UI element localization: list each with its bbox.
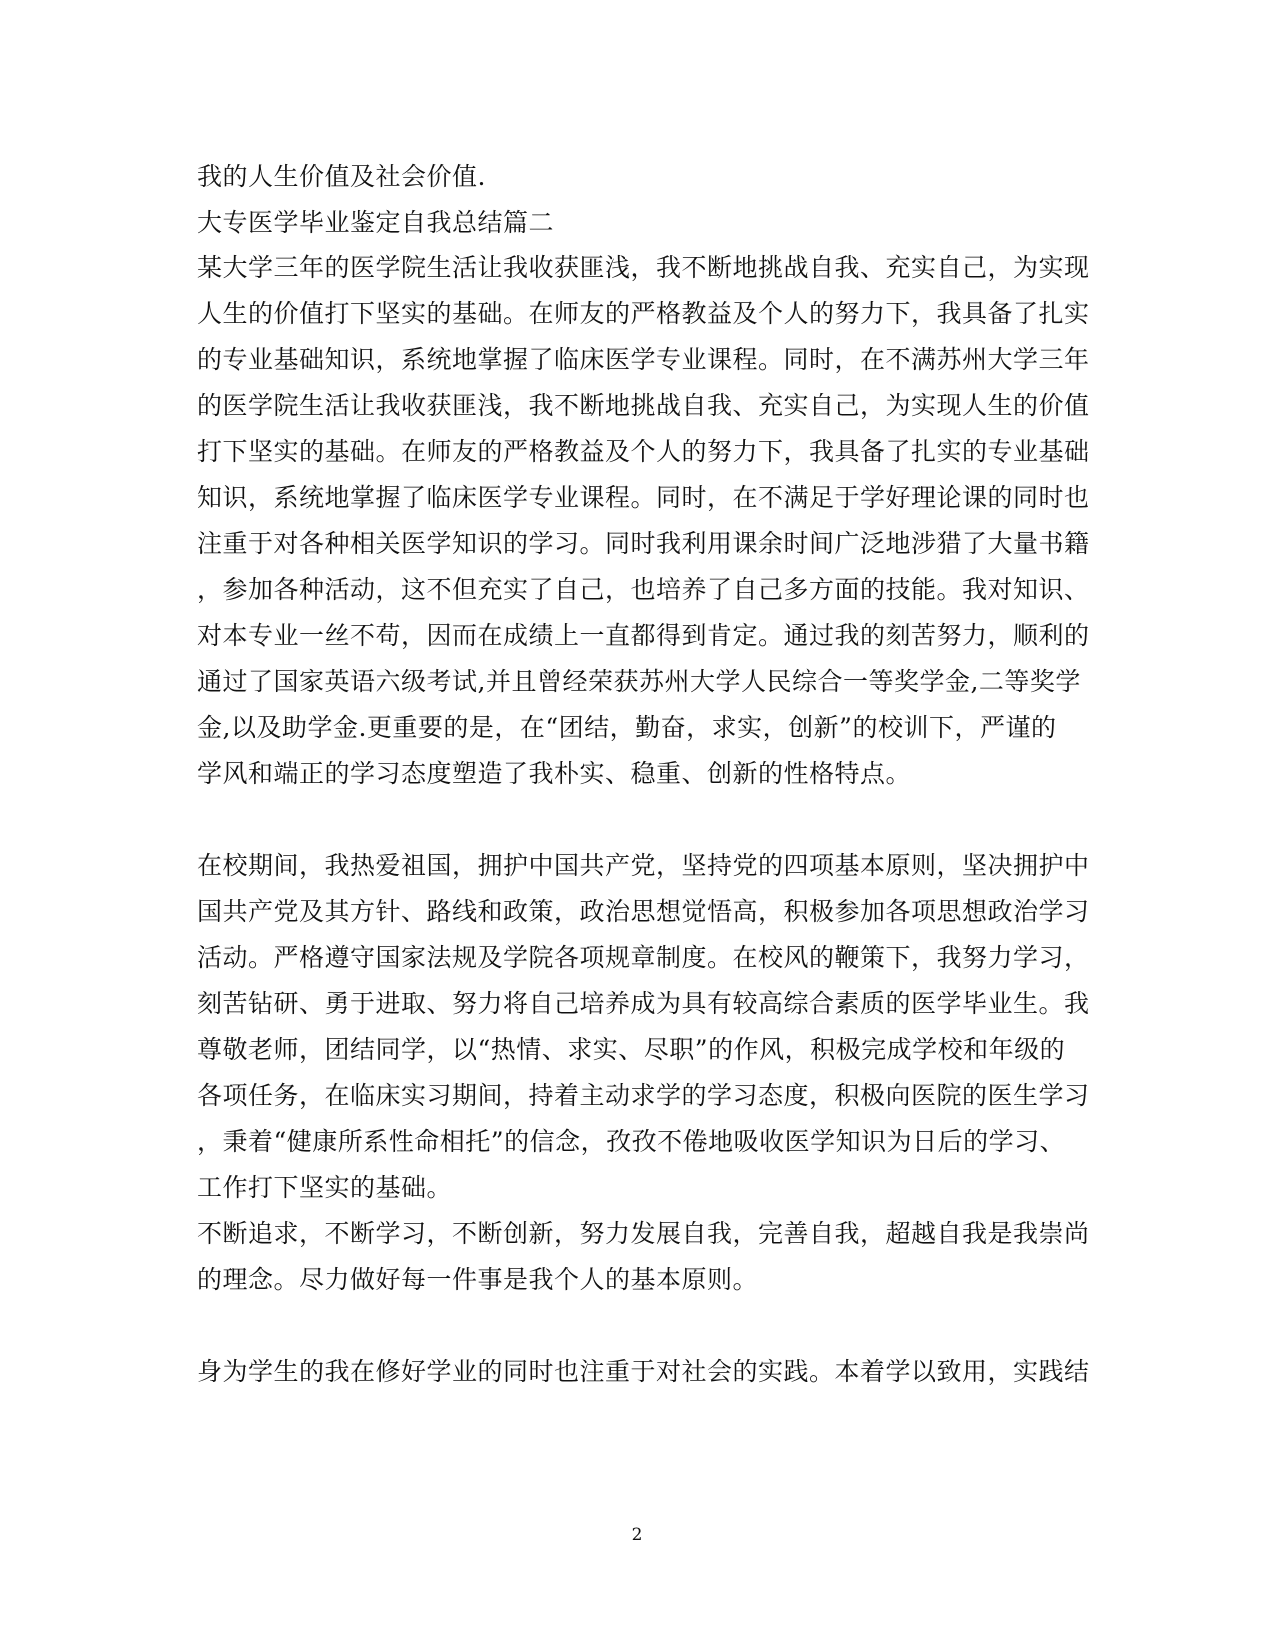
text-line: 身为学生的我在修好学业的同时也注重于对社会的实践。本着学以致用，实践结: [197, 1357, 1090, 1386]
text-line: 不断追求，不断学习，不断创新，努力发展自我，完善自我，超越自我是我崇尚: [197, 1219, 1090, 1248]
text-line: 某大学三年的医学院生活让我收获匪浅，我不断地挑战自我、充实自己，为实现: [197, 253, 1090, 282]
text-line: 各项任务，在临床实习期间，持着主动求学的学习态度，积极向医院的医生学习: [197, 1081, 1090, 1110]
text-line: 活动。严格遵守国家法规及学院各项规章制度。在校风的鞭策下，我努力学习，: [197, 943, 1090, 972]
text-line: 尊敬老师，团结同学，以“热情、求实、尽职”的作风，积极完成学校和年级的: [197, 1035, 1066, 1064]
text-line: 的医学院生活让我收获匪浅，我不断地挑战自我、充实自己，为实现人生的价值: [197, 391, 1090, 420]
text-line: ，参加各种活动，这不但充实了自己，也培养了自己多方面的技能。我对知识、: [197, 575, 1090, 604]
text-line: 刻苦钻研、勇于进取、努力将自己培养成为具有较高综合素质的医学毕业生。我: [197, 989, 1090, 1018]
text-line: 的理念。尽力做好每一件事是我个人的基本原则。: [197, 1265, 759, 1294]
text-line: 通过了国家英语六级考试,并且曾经荣获苏州大学人民综合一等奖学金,二等奖学: [197, 667, 1081, 696]
section-heading: 大专医学毕业鉴定自我总结篇二: [197, 208, 555, 237]
text-line: 我的人生价值及社会价值.: [197, 162, 486, 191]
text-line: 金,以及助学金.更重要的是，在“团结，勤奋，求实，创新”的校训下，严谨的: [197, 713, 1057, 742]
text-line: 知识，系统地掌握了临床医学专业课程。同时，在不满足于学好理论课的同时也: [197, 483, 1090, 512]
page-number: 2: [631, 1525, 643, 1545]
text-line: 注重于对各种相关医学知识的学习。同时我利用课余时间广泛地涉猎了大量书籍: [197, 529, 1090, 558]
text-line: ，秉着“健康所系性命相托”的信念，孜孜不倦地吸收医学知识为日后的学习、: [197, 1127, 1066, 1156]
text-line: 工作打下坚实的基础。: [197, 1173, 453, 1202]
text-line: 的专业基础知识，系统地掌握了临床医学专业课程。同时，在不满苏州大学三年: [197, 345, 1090, 374]
text-line: 国共产党及其方针、路线和政策，政治思想觉悟高，积极参加各项思想政治学习: [197, 897, 1090, 926]
text-line: 学风和端正的学习态度塑造了我朴实、稳重、创新的性格特点。: [197, 759, 912, 788]
text-line: 人生的价值打下坚实的基础。在师友的严格教益及个人的努力下，我具备了扎实: [197, 299, 1090, 328]
text-line: 对本专业一丝不苟，因而在成绩上一直都得到肯定。通过我的刻苦努力，顺利的: [197, 621, 1090, 650]
text-line: 打下坚实的基础。在师友的严格教益及个人的努力下，我具备了扎实的专业基础: [197, 437, 1090, 466]
text-line: 在校期间，我热爱祖国，拥护中国共产党，坚持党的四项基本原则，坚决拥护中: [197, 851, 1090, 880]
